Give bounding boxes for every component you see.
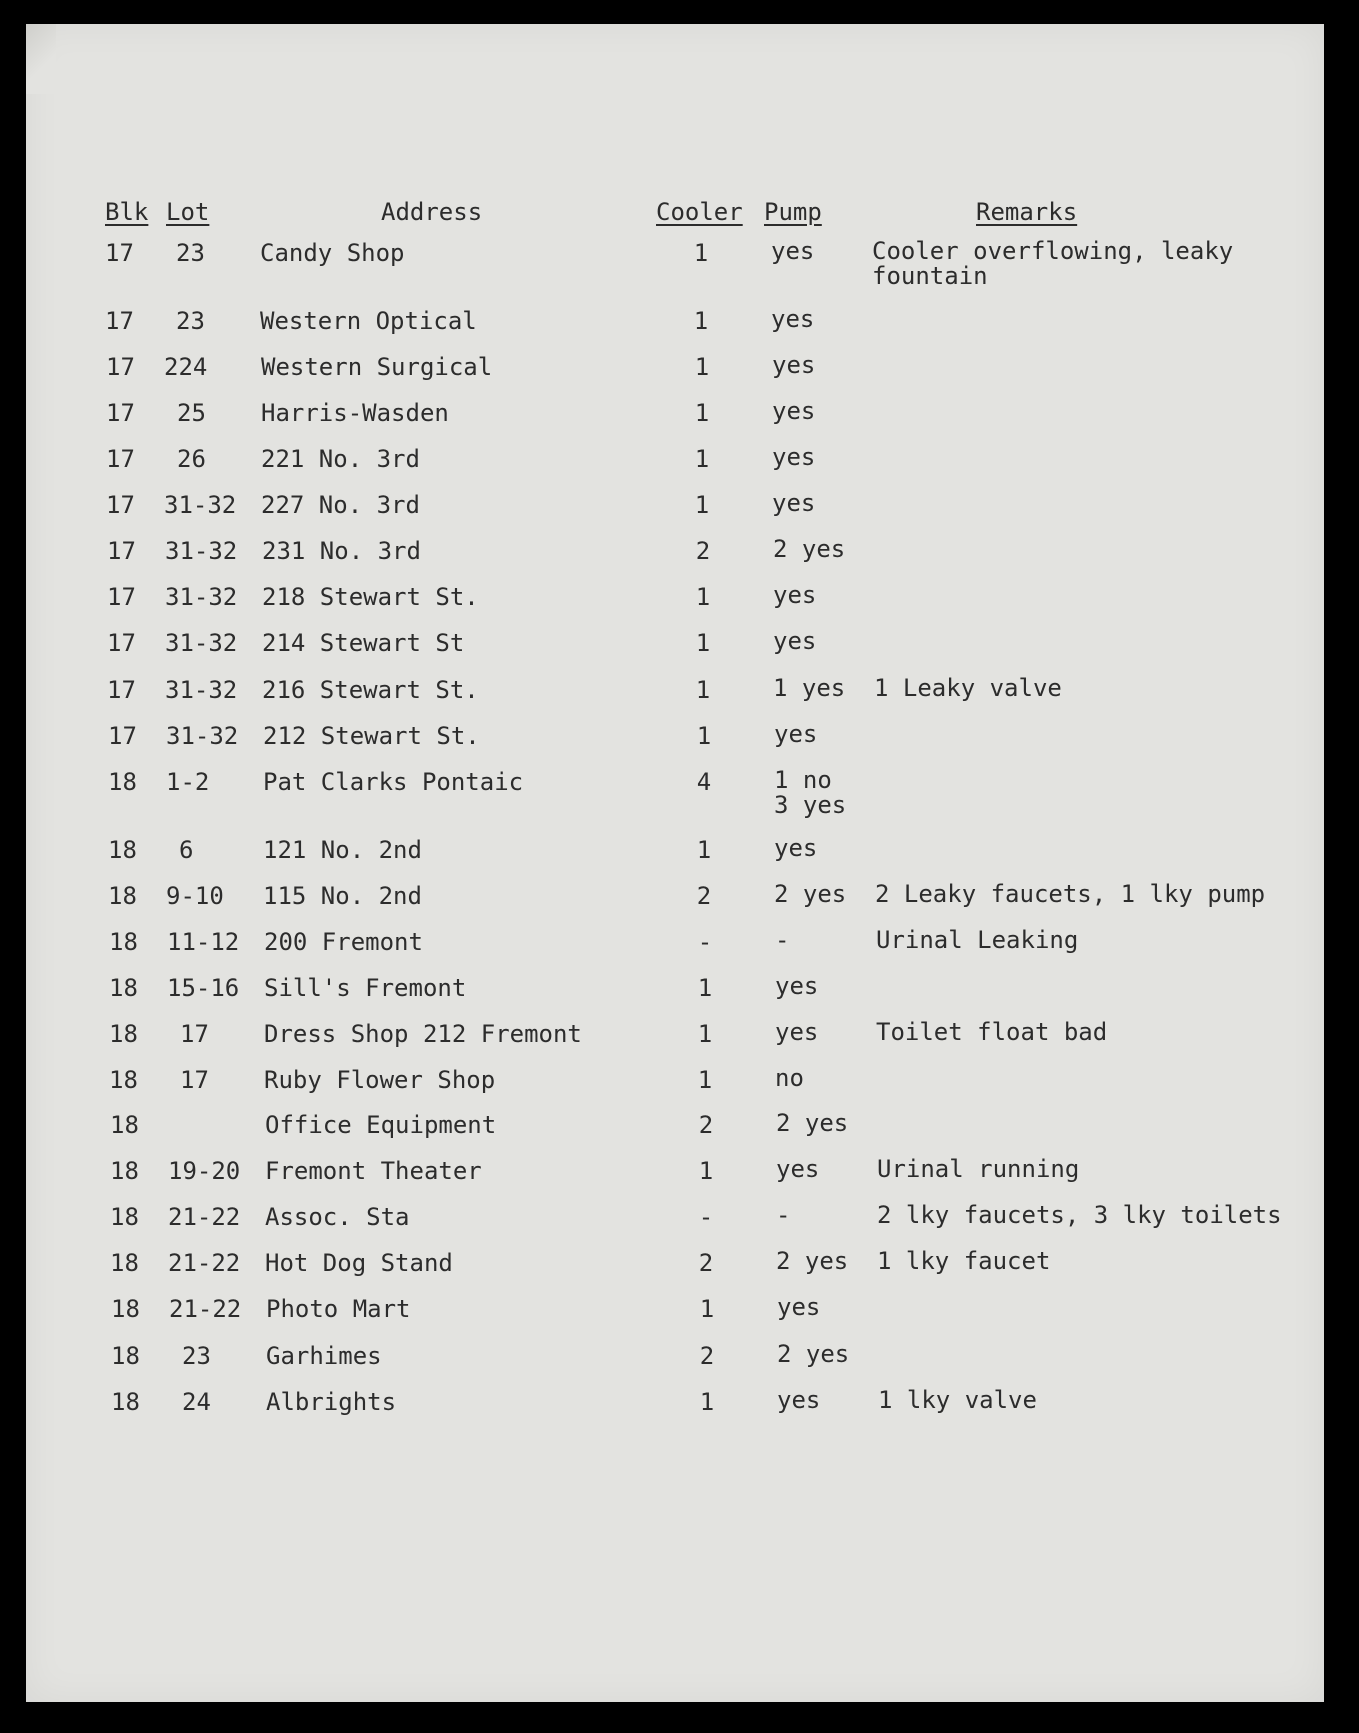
table-row xyxy=(26,537,1324,577)
cell-pump xyxy=(772,445,815,470)
cell-blk: 18 xyxy=(108,768,137,796)
cell-lot: 31-32 xyxy=(165,676,238,704)
cell-lot: 24 xyxy=(182,1388,211,1416)
table-header xyxy=(26,198,1324,230)
header-lot: Lot xyxy=(166,198,210,226)
table-row xyxy=(26,353,1324,393)
cell-blk: 18 xyxy=(109,928,138,956)
cell-blk: 18 xyxy=(109,1020,138,1048)
table-row xyxy=(26,491,1324,531)
cell-remarks: Urinal Leaking xyxy=(876,926,1079,954)
cell-pump-line: yes xyxy=(777,1386,821,1414)
cell-lot: 31-32 xyxy=(164,491,237,519)
cell-lot: 31-32 xyxy=(165,537,238,565)
cell-blk: 17 xyxy=(106,399,135,427)
table-row xyxy=(26,1388,1324,1428)
cell-address: Office Equipment xyxy=(265,1111,497,1139)
cell-blk: 18 xyxy=(111,1342,140,1370)
cell-address: 121 No. 2nd xyxy=(263,836,422,864)
cell-pump xyxy=(777,1388,820,1413)
header-pump: Pump xyxy=(764,198,822,226)
table-row xyxy=(26,399,1324,439)
cell-address: Western Optical xyxy=(260,307,477,335)
cell-pump-line: 2 yes xyxy=(776,1247,849,1275)
cell-lot: 15-16 xyxy=(167,974,240,1002)
cell-cooler: 1 xyxy=(694,399,710,427)
cell-address: Dress Shop 212 Fremont xyxy=(264,1020,582,1048)
cell-pump xyxy=(772,399,815,424)
cell-cooler: 1 xyxy=(699,1295,715,1323)
table-row xyxy=(26,1157,1324,1197)
cell-pump-line: yes xyxy=(777,1293,821,1321)
cell-pump-line: yes xyxy=(775,972,819,1000)
cell-pump xyxy=(777,1295,820,1320)
cell-address: 221 No. 3rd xyxy=(261,445,420,473)
cell-cooler: 1 xyxy=(695,629,711,657)
page-corner-fold xyxy=(26,24,56,94)
cell-pump xyxy=(774,836,817,861)
cell-remarks: Cooler overflowing, leaky fountain xyxy=(872,237,1234,290)
cell-cooler: 1 xyxy=(693,307,709,335)
cell-pump-line: yes xyxy=(772,351,816,379)
cell-address: 212 Stewart St. xyxy=(263,722,480,750)
cell-cooler: 1 xyxy=(698,1157,714,1185)
cell-blk: 17 xyxy=(108,722,137,750)
cell-blk: 17 xyxy=(107,676,136,704)
cell-address: Pat Clarks Pontaic xyxy=(263,768,524,796)
table-row xyxy=(26,1066,1324,1106)
cell-cooler: 2 xyxy=(698,1111,714,1139)
cell-lot: 31-32 xyxy=(165,583,238,611)
cell-pump-line: - xyxy=(775,926,790,954)
cell-blk: 18 xyxy=(110,1249,139,1277)
table-row xyxy=(26,445,1324,485)
cell-lot: 6 xyxy=(179,836,194,864)
cell-pump-line: yes xyxy=(774,834,818,862)
cell-pump xyxy=(772,491,815,516)
cell-blk: 18 xyxy=(108,882,137,910)
cell-pump xyxy=(774,768,846,818)
cell-pump xyxy=(776,1203,790,1228)
table-row xyxy=(26,1020,1324,1060)
cell-blk: 17 xyxy=(105,239,134,267)
cell-address: 214 Stewart St xyxy=(262,629,465,657)
document-page xyxy=(26,24,1324,1702)
table-row xyxy=(26,676,1324,716)
table-row xyxy=(26,307,1324,347)
table-row xyxy=(26,836,1324,876)
cell-lot: 11-12 xyxy=(167,928,240,956)
cell-pump-line: 3 yes xyxy=(774,791,847,819)
cell-cooler: 2 xyxy=(699,1342,715,1370)
cell-pump-line: yes xyxy=(771,237,815,265)
cell-pump xyxy=(772,353,815,378)
cell-address: Ruby Flower Shop xyxy=(264,1066,496,1094)
cell-pump-line: yes xyxy=(772,397,816,425)
cell-cooler: 1 xyxy=(696,722,712,750)
cell-lot: 17 xyxy=(180,1020,209,1048)
table-row xyxy=(26,1249,1324,1289)
cell-pump xyxy=(774,882,846,907)
cell-blk: 18 xyxy=(111,1295,140,1323)
cell-cooler: 1 xyxy=(697,1020,713,1048)
cell-pump xyxy=(773,676,845,701)
cell-lot: 31-32 xyxy=(165,629,238,657)
cell-blk: 18 xyxy=(110,1203,139,1231)
cell-blk: 17 xyxy=(107,583,136,611)
cell-pump xyxy=(776,1157,819,1182)
cell-address: Sill's Fremont xyxy=(264,974,467,1002)
cell-pump xyxy=(773,537,845,562)
cell-address: Western Surgical xyxy=(261,353,493,381)
cell-remarks: Toilet float bad xyxy=(876,1018,1108,1046)
cell-cooler: 1 xyxy=(695,583,711,611)
table-row xyxy=(26,1342,1324,1382)
cell-lot: 19-20 xyxy=(168,1157,241,1185)
cell-remarks: Urinal running xyxy=(877,1155,1080,1183)
cell-pump-line: - xyxy=(776,1201,791,1229)
table-row xyxy=(26,583,1324,623)
cell-address: Assoc. Sta xyxy=(265,1203,410,1231)
cell-blk: 18 xyxy=(111,1388,140,1416)
cell-blk: 17 xyxy=(107,537,136,565)
cell-pump xyxy=(777,1342,849,1367)
cell-lot: 23 xyxy=(176,239,205,267)
cell-blk: 17 xyxy=(107,629,136,657)
cell-pump xyxy=(775,974,818,999)
cell-pump-line: 2 yes xyxy=(773,535,846,563)
cell-pump-line: 2 yes xyxy=(776,1109,849,1137)
cell-pump xyxy=(776,1249,848,1274)
cell-cooler: 2 xyxy=(698,1249,714,1277)
cell-lot: 17 xyxy=(180,1066,209,1094)
cell-pump-line: yes xyxy=(773,627,817,655)
table-row xyxy=(26,974,1324,1014)
cell-blk: 18 xyxy=(110,1111,139,1139)
header-remarks: Remarks xyxy=(976,198,1078,226)
cell-lot: 21-22 xyxy=(168,1249,241,1277)
cell-cooler: 1 xyxy=(694,445,710,473)
cell-address: Candy Shop xyxy=(260,239,405,267)
cell-cooler: - xyxy=(698,1203,714,1231)
cell-pump-line: 1 yes xyxy=(773,674,846,702)
cell-remarks: 1 lky faucet xyxy=(877,1247,1051,1275)
cell-cooler: 2 xyxy=(695,537,711,565)
cell-address: Hot Dog Stand xyxy=(265,1249,453,1277)
cell-lot: 26 xyxy=(177,445,206,473)
cell-remarks: 1 lky valve xyxy=(878,1386,1037,1414)
cell-pump xyxy=(773,583,816,608)
table-row xyxy=(26,1203,1324,1243)
cell-cooler: 1 xyxy=(695,676,711,704)
table-row xyxy=(26,1111,1324,1151)
cell-pump xyxy=(771,239,814,264)
cell-lot: 9-10 xyxy=(166,882,224,910)
cell-blk: 18 xyxy=(109,1066,138,1094)
cell-lot: 21-22 xyxy=(169,1295,242,1323)
cell-blk: 17 xyxy=(105,307,134,335)
cell-pump-line: 2 yes xyxy=(774,880,847,908)
table-row xyxy=(26,237,1324,290)
cell-remarks: 1 Leaky valve xyxy=(874,674,1062,702)
cell-lot: 1-2 xyxy=(166,768,210,796)
cell-pump-line: yes xyxy=(775,1018,819,1046)
cell-cooler: 1 xyxy=(697,1066,713,1094)
cell-blk: 18 xyxy=(110,1157,139,1185)
cell-pump xyxy=(775,1020,818,1045)
table-row xyxy=(26,928,1324,968)
cell-pump xyxy=(775,1066,804,1091)
cell-cooler: - xyxy=(697,928,713,956)
cell-blk: 17 xyxy=(106,353,135,381)
header-address: Address xyxy=(381,198,483,226)
cell-pump xyxy=(771,307,814,332)
cell-cooler: 2 xyxy=(696,882,712,910)
cell-remarks: 2 Leaky faucets, 1 lky pump xyxy=(875,880,1266,908)
cell-address: 216 Stewart St. xyxy=(262,676,479,704)
cell-lot: 31-32 xyxy=(166,722,239,750)
cell-blk: 17 xyxy=(106,445,135,473)
cell-address: 231 No. 3rd xyxy=(262,537,421,565)
table-row xyxy=(26,629,1324,669)
cell-cooler: 1 xyxy=(694,353,710,381)
cell-lot: 224 xyxy=(164,353,208,381)
cell-cooler: 1 xyxy=(693,239,709,267)
cell-blk: 18 xyxy=(108,836,137,864)
cell-pump-line: yes xyxy=(776,1155,820,1183)
cell-blk: 18 xyxy=(109,974,138,1002)
cell-pump-line: no xyxy=(775,1064,804,1092)
cell-address: Photo Mart xyxy=(266,1295,411,1323)
table-row xyxy=(26,1295,1324,1335)
cell-lot: 23 xyxy=(182,1342,211,1370)
cell-pump-line: yes xyxy=(772,489,816,517)
cell-cooler: 1 xyxy=(697,974,713,1002)
cell-address: Fremont Theater xyxy=(265,1157,482,1185)
cell-cooler: 1 xyxy=(699,1388,715,1416)
cell-cooler: 4 xyxy=(696,768,712,796)
cell-pump-line: yes xyxy=(771,305,815,333)
table-row xyxy=(26,722,1324,762)
cell-pump xyxy=(773,629,816,654)
cell-address: Albrights xyxy=(266,1388,397,1416)
cell-cooler: 1 xyxy=(696,836,712,864)
cell-pump xyxy=(774,722,817,747)
cell-pump-line: 1 no xyxy=(774,766,832,794)
cell-address: 227 No. 3rd xyxy=(261,491,420,519)
table-row xyxy=(26,882,1324,922)
cell-lot: 23 xyxy=(176,307,205,335)
cell-pump xyxy=(776,1111,848,1136)
cell-blk: 17 xyxy=(106,491,135,519)
header-blk: Blk xyxy=(105,198,149,226)
cell-pump-line: 2 yes xyxy=(777,1340,850,1368)
cell-pump-line: yes xyxy=(773,581,817,609)
table-row xyxy=(26,766,1324,819)
cell-pump-line: yes xyxy=(772,443,816,471)
header-cooler: Cooler xyxy=(656,198,743,226)
cell-remarks: 2 lky faucets, 3 lky toilets xyxy=(877,1201,1282,1229)
cell-lot: 21-22 xyxy=(168,1203,241,1231)
cell-address: Harris-Wasden xyxy=(261,399,449,427)
cell-pump xyxy=(775,928,789,953)
cell-lot: 25 xyxy=(177,399,206,427)
cell-address: 115 No. 2nd xyxy=(263,882,422,910)
cell-cooler: 1 xyxy=(694,491,710,519)
cell-address: Garhimes xyxy=(266,1342,382,1370)
cell-pump-line: yes xyxy=(774,720,818,748)
cell-address: 218 Stewart St. xyxy=(262,583,479,611)
cell-address: 200 Fremont xyxy=(264,928,423,956)
